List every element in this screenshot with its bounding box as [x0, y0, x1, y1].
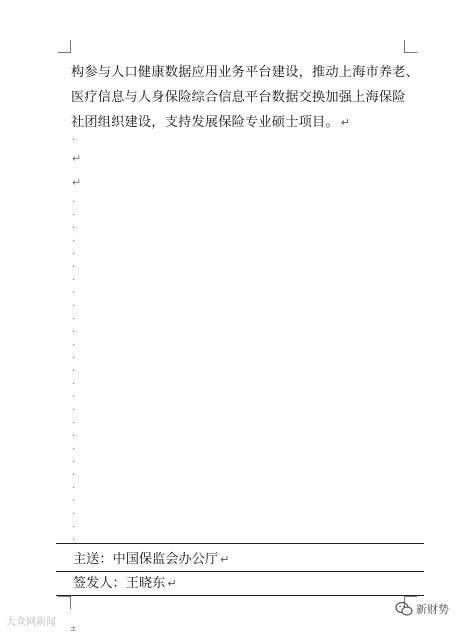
body-paragraph[interactable]: [71, 60, 421, 135]
empty-line-arrow: ↵: [72, 152, 82, 165]
empty-line-mark: ·: [72, 314, 76, 325]
empty-line-mark: ·: [72, 496, 76, 507]
signer-line[interactable]: 签发人：王晓东 ↵: [73, 576, 177, 591]
empty-line-mark: ·: [72, 236, 76, 247]
empty-line-mark: ·: [72, 366, 76, 377]
empty-line-mark: ·: [72, 262, 76, 273]
empty-line-mark: ·: [72, 288, 76, 299]
empty-line-mark: ·: [72, 405, 76, 416]
empty-line-mark: ·: [72, 210, 76, 221]
empty-line-mark: ·: [72, 509, 76, 520]
body-line: 构参与人口健康数据应用业务平台建设，推动上海市养老、: [71, 65, 420, 80]
empty-line-mark: ·: [72, 522, 76, 533]
crop-mark-top-left: [58, 40, 71, 53]
empty-line-mark: ·: [72, 418, 76, 429]
brand-watermark-text: 新财势: [416, 603, 449, 616]
body-line: 医疗信息与人身保险综合信息平台数据交换加强上海保险: [71, 90, 406, 105]
empty-line-mark: ·: [72, 275, 76, 286]
body-line: 社团组织建设，支持发展保险专业硕士项目。 ↵: [71, 115, 351, 130]
paragraph-mark: ↵: [340, 116, 351, 129]
empty-line-mark: ·: [72, 444, 76, 455]
crop-mark-bottom-left: [58, 596, 71, 609]
empty-line-mark: ·: [72, 249, 76, 260]
paragraph-mark: ↵: [167, 577, 177, 590]
source-watermark: 大众网新闻: [6, 617, 56, 628]
wechat-logo-icon: [395, 601, 413, 617]
empty-line-arrow: ↵: [72, 176, 82, 189]
footer-rule-bottom: [56, 595, 424, 596]
empty-line-mark: ·: [72, 353, 76, 364]
empty-line-mark: ·: [72, 379, 76, 390]
empty-line-mark: ·: [72, 392, 76, 403]
empty-line-mark: ·: [72, 223, 76, 234]
page-marker: ±: [70, 624, 77, 633]
empty-line-mark: ·: [72, 197, 76, 208]
paragraph-mark: ↵: [220, 553, 230, 566]
empty-line-mark: ·: [72, 535, 76, 546]
footer-rule-top: [56, 543, 424, 544]
brand-watermark: [395, 601, 449, 617]
empty-line-mark: ·: [72, 483, 76, 494]
empty-line-mark: ·: [72, 470, 76, 481]
empty-line-mark: ·: [72, 457, 76, 468]
empty-line-mark: ·: [72, 340, 76, 351]
recipient-line[interactable]: 主送：中国保监会办公厅 ↵: [73, 552, 230, 567]
empty-line-mark: ·: [72, 135, 76, 146]
footer-rule-middle: [56, 571, 424, 572]
empty-line-mark: ·: [72, 431, 76, 442]
empty-line-mark: ·: [72, 301, 76, 312]
crop-mark-top-right: [404, 40, 417, 53]
empty-line-mark: ·: [72, 327, 76, 338]
